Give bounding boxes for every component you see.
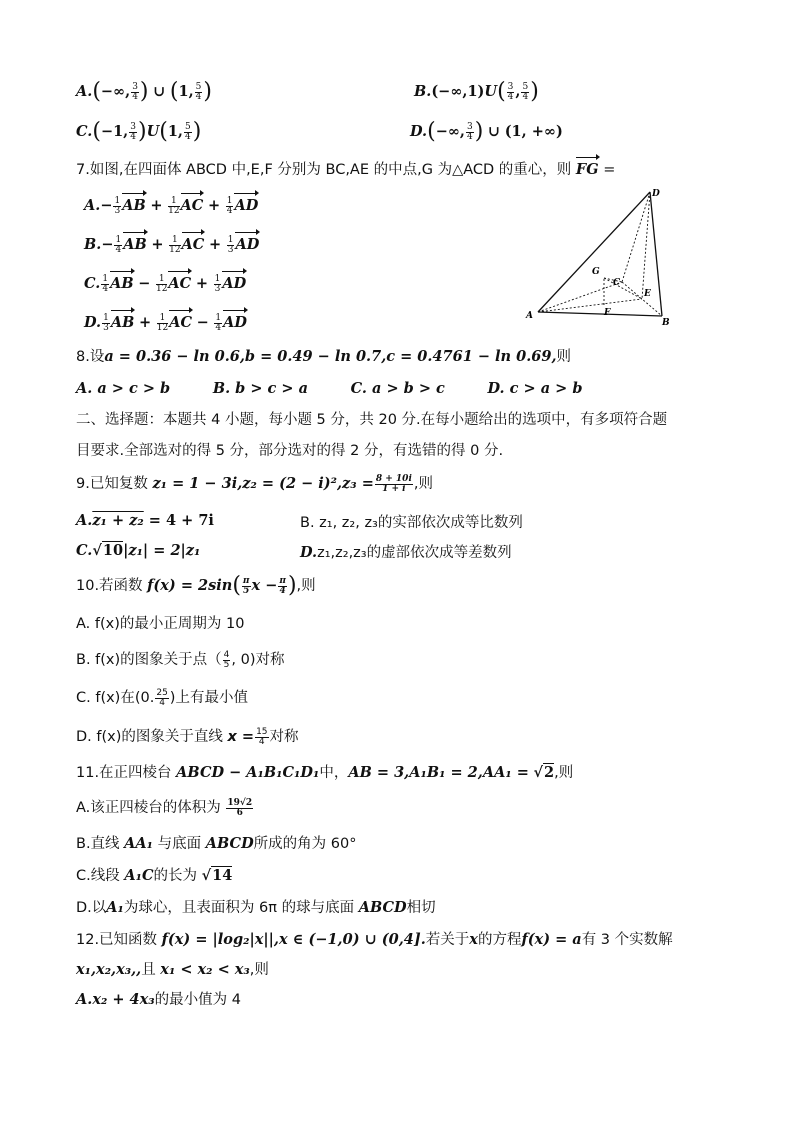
label-f: F bbox=[604, 308, 611, 318]
edge-ae bbox=[538, 299, 642, 312]
q9-option-d: D.z₁,z₂,z₃的虚部依次成等差数列 bbox=[300, 544, 512, 561]
q9-option-c: C.√10|z₁| = 2|z₁ bbox=[76, 542, 201, 559]
edge-ab bbox=[538, 312, 662, 316]
q7-stem: 7.如图,在四面体 ABCD 中,E,F 分别为 BC,AE 的中点,G 为△ACD 的重心，则 FG = bbox=[76, 161, 616, 178]
q9-option-a: A.z₁ + z₂ = 4 + 7i bbox=[76, 512, 214, 529]
label-c: C bbox=[613, 278, 621, 288]
q8-option-b: B. b > c > a bbox=[212, 380, 309, 397]
q11-stem: 11.在正四棱台 ABCD − A₁B₁C₁D₁中，AB = 3,A₁B₁ = 2,AA₁ = √2,则 bbox=[76, 764, 574, 781]
section2-instructions-1: 二、选择题：本题共 4 小题，每小题 5 分，共 20 分.在每小题给出的选项中，有多项符合题 bbox=[76, 412, 668, 428]
q6-option-c: C.(−1, $\frac{3}{4}$ )U(1, $\frac{5}{4}$ ) bbox=[76, 119, 202, 144]
label-d: D bbox=[652, 189, 660, 199]
q6-option-d: D.(−∞, $\frac{3}{4}$ ) ∪ (1, +∞) bbox=[410, 119, 563, 144]
label-a: A bbox=[526, 311, 533, 321]
q9-option-b: B. z₁, z₂, z₃的实部依次成等比数列 bbox=[300, 515, 523, 531]
q8-option-c: C. a > b > c bbox=[350, 380, 445, 397]
q10-stem: 10.若函数 f(x) = 2sin( $\frac{\pi}{5}$ x − $\frac{\pi}{4}$ ),则 bbox=[76, 573, 316, 598]
q7-option-c: C. $\frac{1}{4}$ AB − $\frac{1}{12}$ AC + $\frac{1}{3}$ AD bbox=[84, 273, 247, 294]
segment-ge bbox=[604, 278, 642, 299]
q8-options bbox=[76, 379, 583, 399]
q10-option-a: A. f(x)的最小正周期为 10 bbox=[76, 616, 245, 632]
q12-stem: 12.已知函数 f(x) = |log₂|x||,x ∈ (−1,0) ∪ (0,4].若关于x的方程f(x) = a有 3 个实数解 bbox=[76, 931, 673, 948]
q10-option-c: C. f(x)在(0. $\frac{25}{4}$ )上有最小值 bbox=[76, 687, 248, 708]
label-e: E bbox=[644, 289, 651, 299]
edge-de bbox=[642, 192, 650, 299]
q11-option-d: D.以A₁为球心，且表面积为 6π 的球与底面 ABCD相切 bbox=[76, 899, 436, 916]
edge-dc bbox=[622, 192, 650, 282]
q10-option-d: D. f(x)的图象关于直线 x = $\frac{15}{4}$ 对称 bbox=[76, 726, 299, 747]
q11-option-a: A.该正四棱台的体积为 $\frac{19√2}{6}$ bbox=[76, 797, 253, 818]
vector-fg: FG bbox=[575, 161, 599, 178]
q11-option-c: C.线段 A₁C的长为 √14 bbox=[76, 867, 233, 884]
q8-option-a: A. a > c > b bbox=[76, 380, 171, 397]
q12-stem-line2: x₁,x₂,x₃,,且 x₁ < x₂ < x₃,则 bbox=[76, 961, 269, 978]
edge-db bbox=[650, 192, 662, 316]
tetrahedron-figure bbox=[520, 184, 680, 328]
q8-stem: 8.设a = 0.36 − ln 0.6,b = 0.49 − ln 0.7,c = 0.4761 − ln 0.69,则 bbox=[76, 348, 572, 365]
q10-option-b: B. f(x)的图象关于点（ $\frac{4}{5}$ , 0)对称 bbox=[76, 649, 285, 670]
section2-instructions-2: 目要求.全部选对的得 5 分，部分选对的得 2 分，有选错的得 0 分. bbox=[76, 443, 504, 459]
q7-option-d: D. $\frac{1}{3}$ AB + $\frac{1}{12}$ AC − $\frac{1}{4}$ AD bbox=[84, 312, 247, 333]
q7-option-b: B.− $\frac{1}{4}$ AB + $\frac{1}{12}$ AC + $\frac{1}{3}$ AD bbox=[84, 234, 260, 255]
q11-option-b: B.直线 AA₁ 与底面 ABCD所成的角为 60° bbox=[76, 835, 357, 852]
q6-option-a: A.(−∞, $\frac{3}{4}$ ) ∪ (1, $\frac{5}{4}$ ) bbox=[76, 79, 212, 104]
label-b: B bbox=[662, 318, 670, 328]
q12-option-a: A.x₂ + 4x₃的最小值为 4 bbox=[76, 991, 241, 1008]
q8-option-d: D. c > a > b bbox=[487, 380, 583, 397]
q6-option-b: B.(−∞,1)U( $\frac{3}{4}$ , $\frac{5}{4}$ ) bbox=[414, 79, 539, 104]
q9-stem: 9.已知复数 z₁ = 1 − 3i,z₂ = (2 − i)²,z₃ = $\frac{8 + 10i}{1 + i}$ ,则 bbox=[76, 473, 433, 494]
label-g: G bbox=[592, 267, 600, 277]
q7-option-a: A.− $\frac{1}{3}$ AB + $\frac{1}{12}$ AC + $\frac{1}{4}$ AD bbox=[84, 195, 259, 216]
